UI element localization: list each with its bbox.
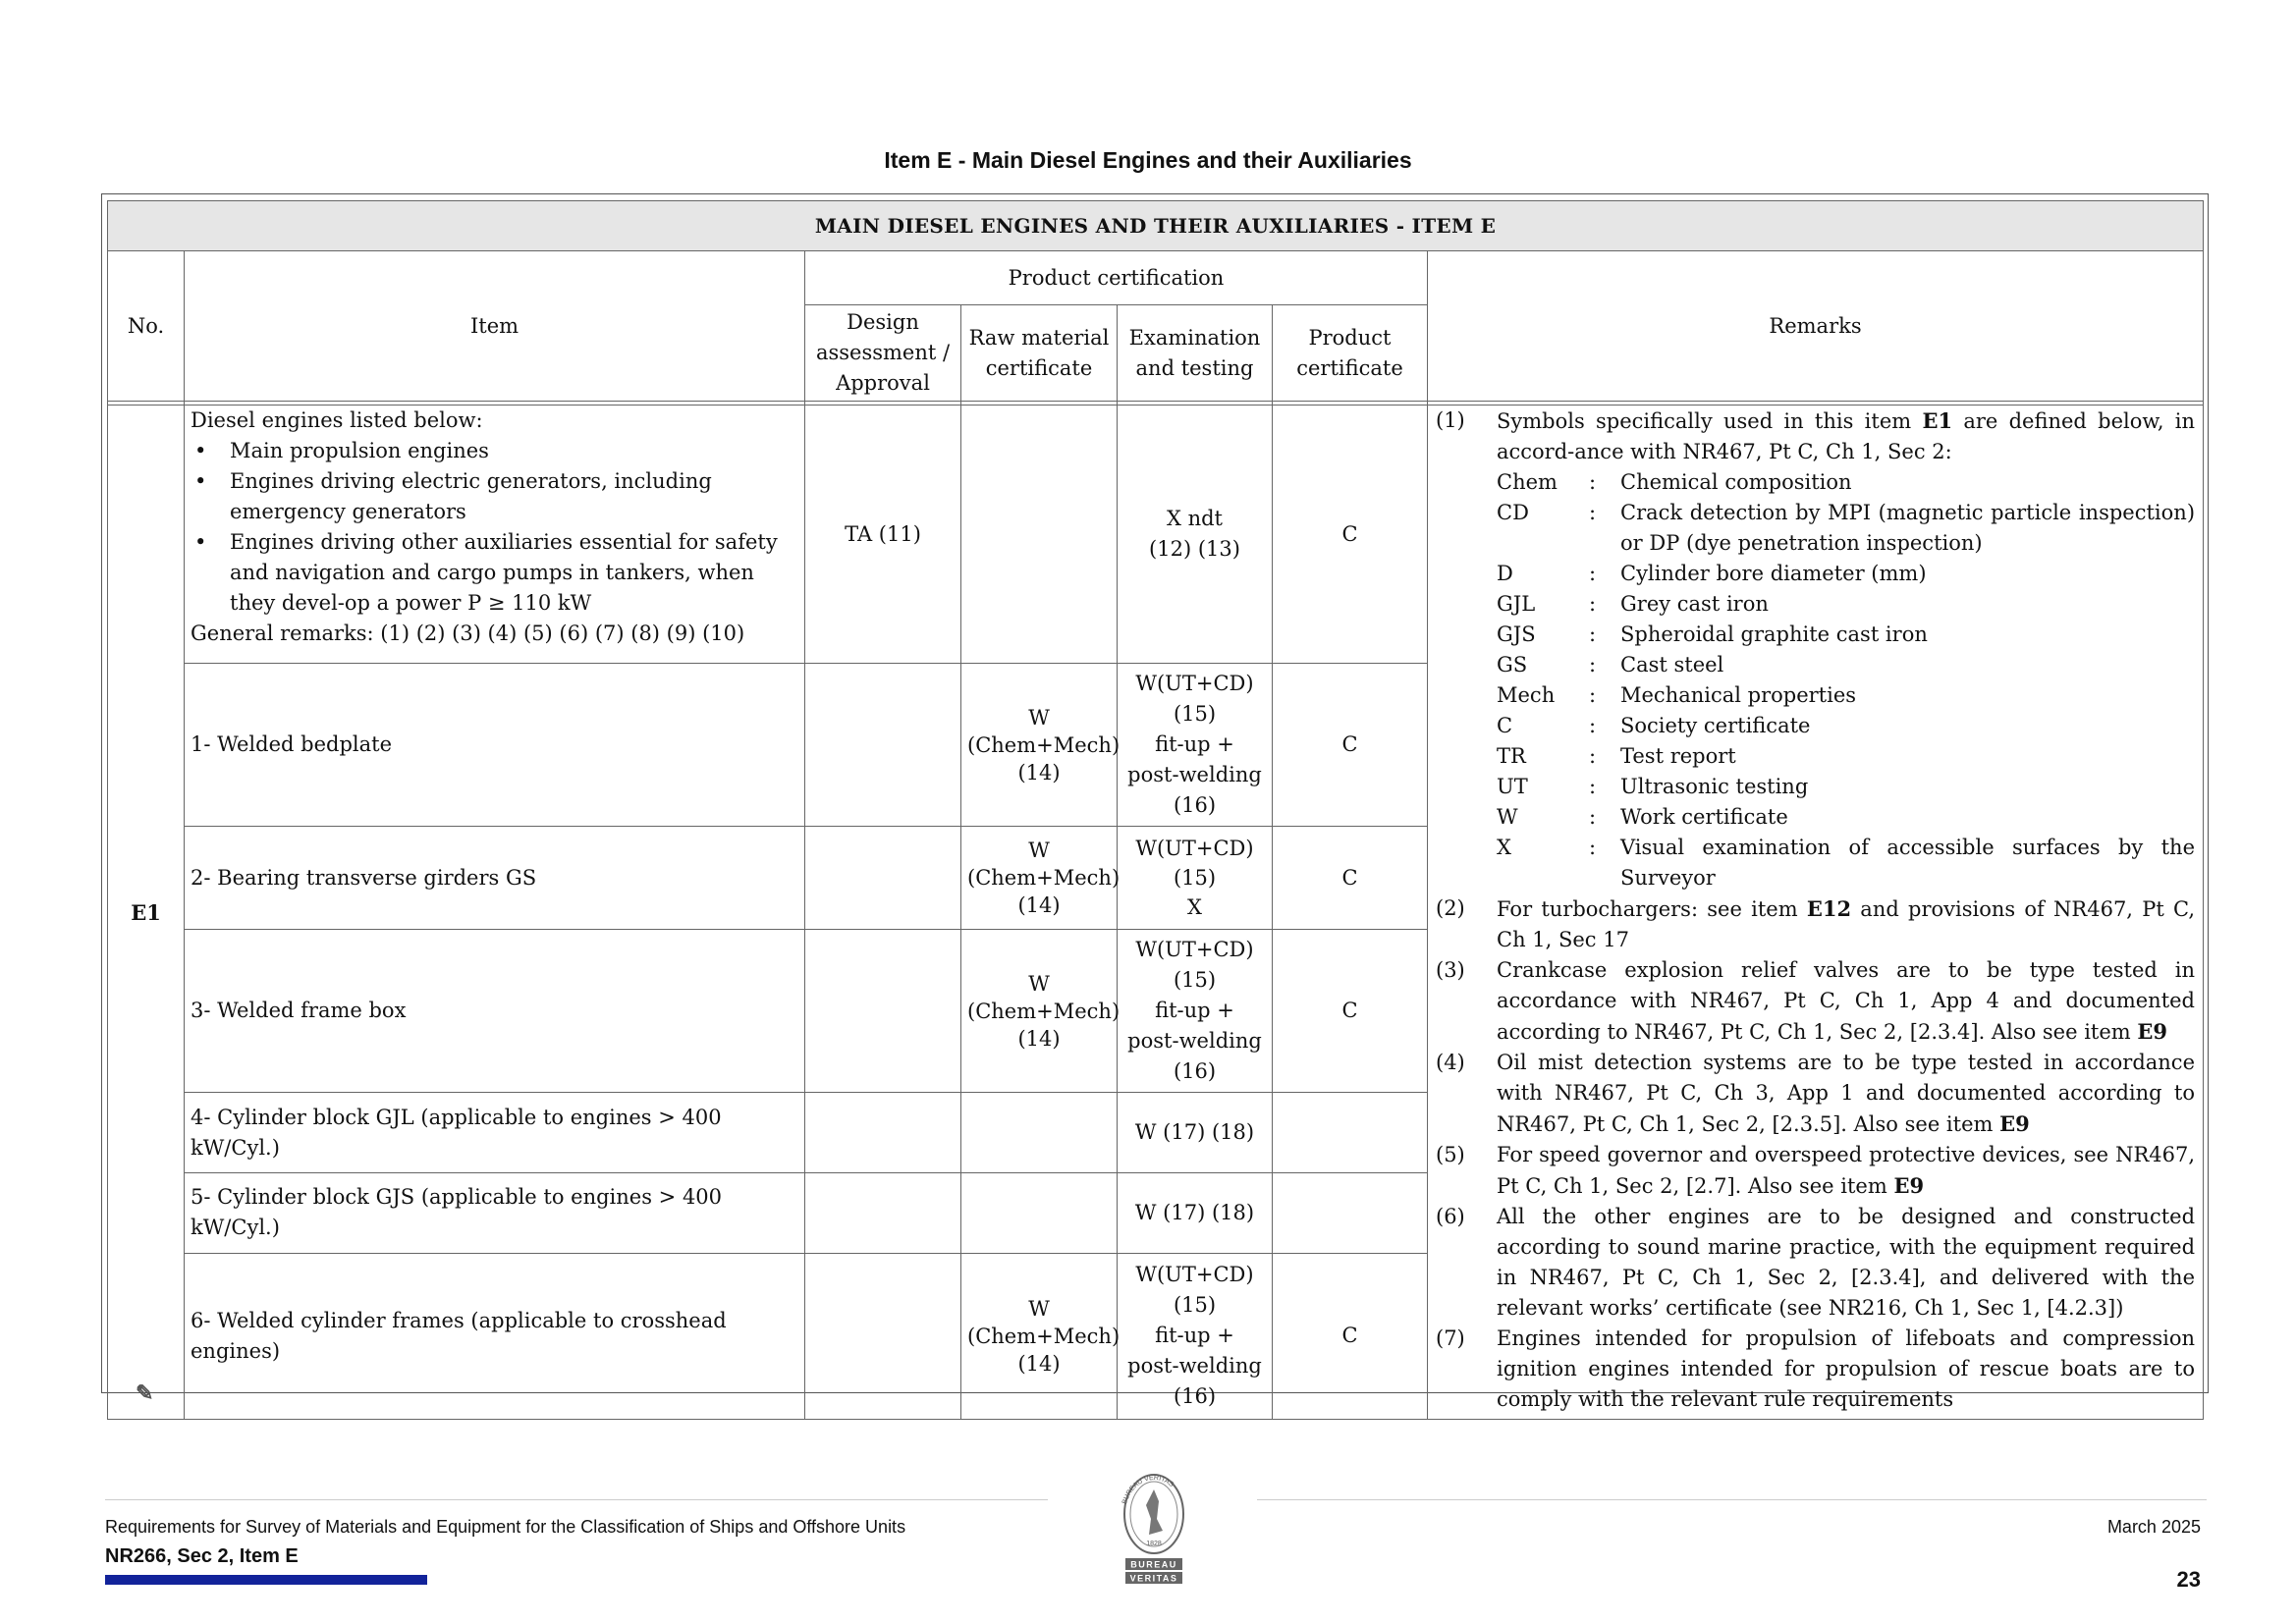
list-item: • Engines driving other auxiliaries essential for safety and navigation and cargo pumps in tankers, when they devel-op a power P ≥ 110 kW (230, 527, 798, 619)
symbol-colon: : (1589, 470, 1597, 494)
symbol-code: GS (1497, 653, 1528, 676)
raw-line: W (1028, 971, 1050, 996)
remark-text (1497, 1140, 2195, 1202)
symbol-colon: : (1589, 714, 1597, 737)
signature-mark: ✎ (136, 1380, 154, 1406)
symbol-row (1497, 741, 2195, 772)
symbol-description: Mechanical properties (1620, 683, 1857, 707)
symbol-description: Crack detection by MPI (magnetic particle inspection) or DP (dye penetration inspection) (1620, 501, 2196, 555)
item-cell: 3- Welded frame box (185, 930, 805, 1093)
remark-number: (6) (1436, 1205, 1465, 1228)
symbol-code: CD (1497, 501, 1529, 524)
header-exam: Examination and testing (1118, 305, 1273, 402)
item-cell: 5- Cylinder block GJS (applicable to engines > 400 kW/Cyl.) (185, 1172, 805, 1253)
symbol-description: Ultrasonic testing (1620, 775, 1809, 798)
exam-line: X ndt (1166, 507, 1224, 531)
design-cell (805, 827, 961, 930)
item-cell: 1- Welded bedplate (185, 664, 805, 827)
remark-text (1497, 955, 2195, 1048)
raw-line: W (1028, 839, 1050, 863)
remark-number: (7) (1436, 1326, 1465, 1350)
symbol-code: GJL (1497, 592, 1536, 616)
remark-text: All the other engines are to be designed and constructed according to sound marine practice, with the equipment required in NR467, Pt C, Ch 1, Sec 2, [2.3.4], and delivered with the relevant works’ certificate (see NR216, Ch 1, Sec 1, [4.2.3]) (1497, 1205, 2196, 1320)
symbol-code: GJS (1497, 622, 1536, 646)
symbol-description: Visual examination of accessible surfaces by the Surveyor (1620, 836, 2196, 890)
symbol-code: Chem (1497, 470, 1558, 494)
footer-rule-right (1257, 1499, 2207, 1500)
header-product-certification: Product certification (805, 251, 1428, 305)
symbol-code: C (1497, 714, 1513, 737)
exam-cell: W (17) (18) (1118, 1093, 1273, 1173)
remark-ref: E9 (2137, 1019, 2168, 1044)
exam-line: (15) (1173, 702, 1217, 727)
symbol-description: Work certificate (1620, 805, 1788, 829)
symbol-row (1497, 680, 2195, 711)
raw-line: (14) (1017, 760, 1061, 784)
remark-3 (1436, 955, 2195, 1048)
exam-line: W(UT+CD) (1135, 672, 1254, 696)
symbol-colon: : (1589, 744, 1597, 768)
raw-line: (14) (1017, 1351, 1061, 1376)
exam-line: fit-up + (1155, 999, 1234, 1023)
exam-line: W(UT+CD) (1135, 1263, 1254, 1287)
exam-line: (16) (1173, 793, 1217, 818)
cert-cell: C (1273, 406, 1428, 664)
footer-rule-left (105, 1499, 1048, 1500)
remarks-cell (1428, 406, 2204, 1420)
table-title: MAIN DIESEL ENGINES AND THEIR AUXILIARIES - ITEM E (108, 201, 2204, 251)
footer-accent-bar (105, 1575, 427, 1585)
symbol-code: TR (1497, 744, 1526, 768)
remark-text-part: Symbols specifically used in this item (1497, 409, 1923, 433)
design-cell (805, 1253, 961, 1419)
list-item: • Main propulsion engines (230, 436, 798, 466)
remark-number: (5) (1436, 1143, 1465, 1166)
exam-line: post-welding (1127, 763, 1262, 787)
raw-cell (961, 827, 1121, 930)
symbol-code: W (1497, 805, 1518, 829)
symbol-colon: : (1589, 653, 1597, 676)
symbol-row (1497, 467, 2195, 498)
symbol-row (1497, 589, 2195, 620)
raw-cell (961, 1253, 1121, 1419)
symbol-colon: : (1589, 622, 1597, 646)
exam-line: (15) (1173, 968, 1217, 993)
cert-cell: C (1273, 1253, 1428, 1419)
remark-text (1497, 1048, 2195, 1140)
exam-line: post-welding (1127, 1029, 1262, 1054)
symbol-colon: : (1589, 775, 1597, 798)
design-cell (805, 664, 961, 827)
exam-line: X (1187, 895, 1202, 920)
exam-line: fit-up + (1155, 732, 1234, 757)
symbol-colon: : (1589, 805, 1597, 829)
remark-text-part: Crankcase explosion relief valves are to be type tested in accordance with NR467, Pt C, Ch 1, App 4 and documented according to NR467, Pt C, Ch 1, Sec 2, [2.3.4]. Also see item (1497, 958, 2196, 1044)
symbol-list (1497, 467, 2195, 893)
cert-cell (1273, 1093, 1428, 1173)
exam-line: (16) (1173, 1059, 1217, 1084)
remark-text-part: For turbochargers: see item (1497, 897, 1807, 921)
footer-doc-title: Requirements for Survey of Materials and Equipment for the Classification of Ships and Offshore Units (105, 1517, 906, 1537)
exam-line: fit-up + (1155, 1324, 1234, 1348)
bureau-veritas-logo (1100, 1470, 1208, 1588)
remark-text-part: and provisions of NR467, Pt C, Ch 1, Sec 17 (1497, 897, 2196, 951)
remark-ref: E9 (1893, 1173, 1925, 1198)
page-number: 23 (2176, 1567, 2201, 1592)
raw-line: (Chem+Mech) (967, 1324, 1121, 1348)
remark-7 (1436, 1324, 2195, 1415)
raw-cell (961, 1093, 1118, 1173)
remark-text (1497, 893, 2195, 955)
exam-line: W(UT+CD) (1135, 938, 1254, 962)
symbol-row (1497, 802, 2195, 833)
item-cell: 4- Cylinder block GJL (applicable to engines > 400 kW/Cyl.) (185, 1093, 805, 1173)
item-intro: Diesel engines listed below: (191, 408, 483, 432)
remark-text (1497, 406, 2195, 893)
raw-line: W (1028, 1296, 1050, 1321)
remark-2 (1436, 893, 2195, 955)
raw-line: (Chem+Mech) (967, 999, 1121, 1023)
symbol-code: UT (1497, 775, 1528, 798)
item-number (108, 406, 185, 1420)
symbol-code: D (1497, 562, 1513, 585)
header-remarks: Remarks (1428, 251, 2204, 402)
footer-reference: NR266, Sec 2, Item E (105, 1545, 299, 1567)
raw-line: W (1028, 705, 1050, 730)
cert-cell (1273, 1172, 1428, 1253)
remark-ref: E1 (1922, 408, 1953, 433)
item-cell: 2- Bearing transverse girders GS (185, 827, 805, 930)
symbol-row (1497, 559, 2195, 589)
raw-line: (Chem+Mech) (967, 732, 1121, 757)
symbol-colon: : (1589, 683, 1597, 707)
exam-cell (1118, 406, 1273, 664)
symbol-row (1497, 772, 2195, 802)
design-cell (805, 1172, 961, 1253)
symbol-description: Cast steel (1620, 653, 1724, 676)
remark-text-part: are defined below, in accord-ance with NR467, Pt C, Ch 1, Sec 2: (1497, 409, 2196, 463)
raw-cell (961, 930, 1121, 1093)
cert-cell: C (1273, 930, 1428, 1093)
cert-cell: C (1273, 827, 1428, 930)
header-item: Item (185, 251, 805, 402)
symbol-row (1497, 650, 2195, 680)
exam-line: post-welding (1127, 1354, 1262, 1379)
remark-5 (1436, 1140, 2195, 1202)
header-no: No. (108, 251, 185, 402)
symbol-description: Spheroidal graphite cast iron (1620, 622, 1928, 646)
design-cell (805, 1093, 961, 1173)
symbol-code: X (1497, 836, 1511, 859)
remark-text: Engines intended for propulsion of lifeboats and compression ignition engines intended for propulsion of rescue boats are to comply with the relevant rule requirements (1497, 1326, 2196, 1411)
symbol-description: Cylinder bore diameter (mm) (1620, 562, 1927, 585)
cert-cell: C (1273, 664, 1428, 827)
symbol-colon: : (1589, 501, 1597, 524)
design-cell (805, 930, 961, 1093)
exam-line: (15) (1173, 866, 1217, 891)
raw-cell (961, 1172, 1118, 1253)
item-cell: 6- Welded cylinder frames (applicable to crosshead engines) (185, 1253, 805, 1419)
exam-cell (1118, 1253, 1273, 1419)
exam-cell (1118, 930, 1273, 1093)
exam-line: (12) (13) (1149, 537, 1240, 562)
design-cell: TA (11) (805, 406, 961, 664)
symbol-colon: : (1589, 562, 1597, 585)
item-bullets (191, 436, 798, 619)
remark-4 (1436, 1048, 2195, 1140)
exam-line: (16) (1173, 1384, 1217, 1409)
remark-6 (1436, 1202, 2195, 1324)
raw-cell (961, 406, 1118, 664)
exam-line: (15) (1173, 1293, 1217, 1318)
symbol-description: Chemical composition (1620, 470, 1852, 494)
item-number-value: E1 (131, 899, 161, 925)
remark-text-part: For speed governor and overspeed protective devices, see NR467, Pt C, Ch 1, Sec 2, [2.7]. Also see item (1497, 1143, 2196, 1198)
list-item: • Engines driving electric generators, including emergency generators (230, 466, 798, 527)
exam-line: W(UT+CD) (1135, 837, 1254, 861)
page-title: Item E - Main Diesel Engines and their Auxiliaries (884, 147, 1412, 173)
logo-word-bureau: BUREAU (1130, 1559, 1177, 1570)
logo-word-veritas: VERITAS (1129, 1573, 1178, 1584)
symbol-colon: : (1589, 836, 1597, 859)
remark-ref: E9 (1999, 1111, 2030, 1136)
remark-number: (1) (1436, 408, 1465, 432)
main-table (107, 200, 2204, 1420)
symbol-row (1497, 711, 2195, 741)
remark-ref: E12 (1806, 896, 1852, 921)
symbol-description: Society certificate (1620, 714, 1811, 737)
raw-cell (961, 664, 1121, 827)
exam-cell: W (17) (18) (1118, 1172, 1273, 1253)
symbol-row (1497, 833, 2195, 893)
header-raw: Raw material certificate (961, 305, 1118, 402)
symbol-description: Grey cast iron (1620, 592, 1769, 616)
remark-text-part: Oil mist detection systems are to be type tested in accordance with NR467, Pt C, Ch 3, App 1 and documented according to NR467, Pt C, Ch 1, Sec 2, [2.3.5]. Also see item (1497, 1051, 2196, 1136)
remark-number: (3) (1436, 958, 1465, 982)
footer-date: March 2025 (2106, 1517, 2201, 1537)
symbol-code: Mech (1497, 683, 1556, 707)
symbol-row (1497, 498, 2195, 559)
raw-line: (14) (1017, 893, 1061, 918)
remark-number: (2) (1436, 896, 1465, 920)
symbol-colon: : (1589, 592, 1597, 616)
exam-cell (1118, 827, 1273, 930)
symbol-row (1497, 620, 2195, 650)
general-remarks: General remarks: (1) (2) (3) (4) (5) (6) (7) (8) (9) (10) (191, 622, 745, 645)
header-product-cert: Product certificate (1273, 305, 1428, 402)
item-cell (185, 406, 805, 664)
raw-line: (14) (1017, 1026, 1061, 1051)
exam-cell (1118, 664, 1273, 827)
header-design: Design assessment / Approval (805, 305, 961, 402)
symbol-description: Test report (1620, 744, 1736, 768)
remark-number: (4) (1436, 1051, 1465, 1074)
table-row (108, 406, 2204, 664)
logo-arc-text: BUREAU VERITAS (1121, 1474, 1175, 1505)
raw-line: (Chem+Mech) (967, 866, 1121, 891)
remark-1 (1436, 406, 2195, 893)
logo-year: 1828 (1146, 1541, 1162, 1547)
